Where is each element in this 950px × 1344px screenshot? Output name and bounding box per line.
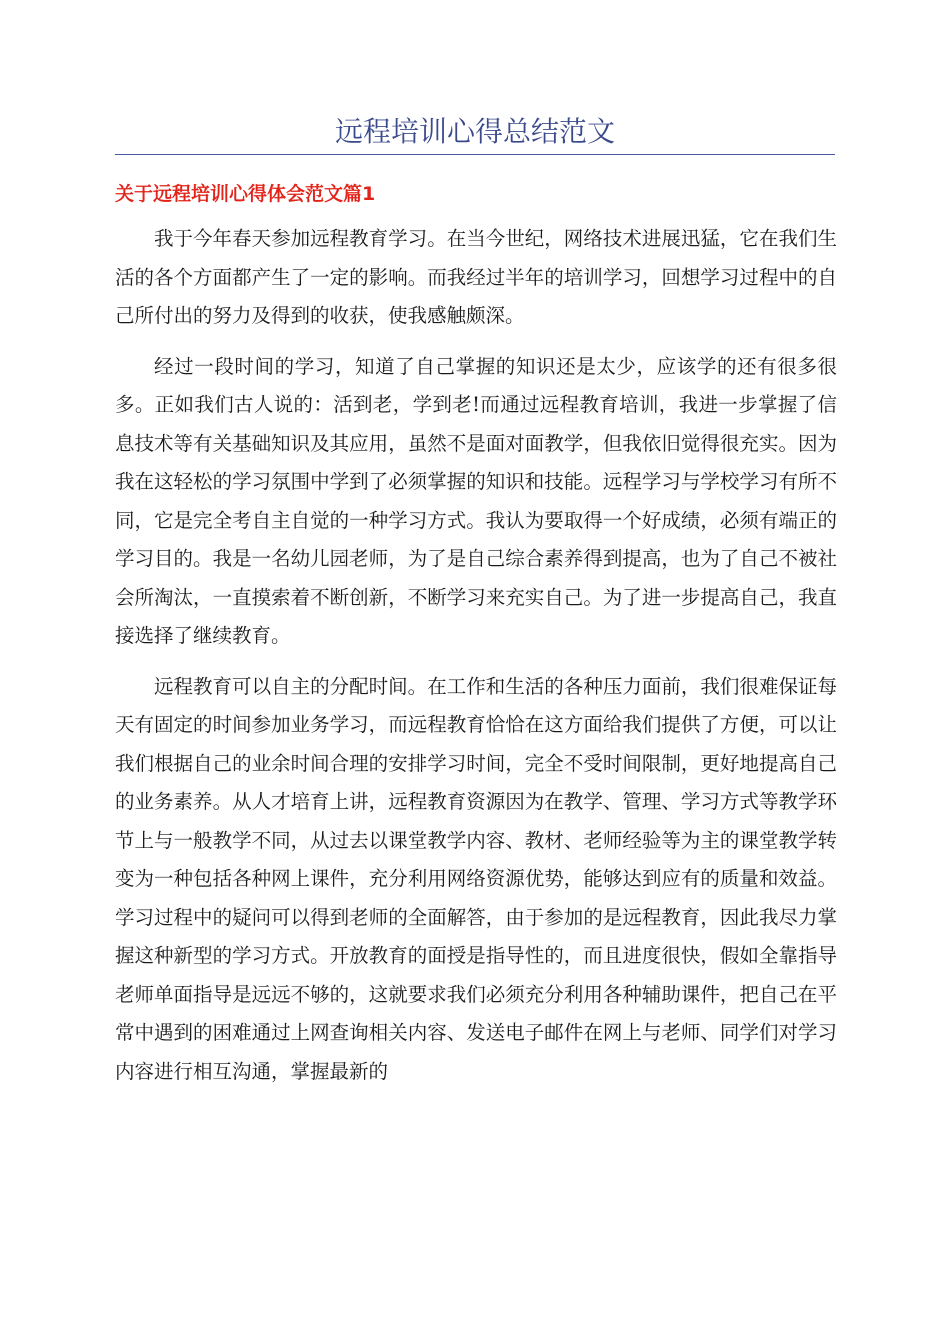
title-divider bbox=[115, 154, 835, 155]
body-text bbox=[115, 220, 837, 1103]
paragraph-3: 远程教育可以自主的分配时间。在工作和生活的各种压力面前，我们很难保证每天有固定的时间参加业务学习，而远程教育恰恰在这方面给我们提供了方便，可以让我们根据自己的业余时间合理的安排学习时间，完全不受时间限制，更好地提高自己的业务素养。从人才培育上讲，远程教育资源因为在教学、管理、学习方式等教学环节上与一般教学不同，从过去以课堂教学内容、教材、老师经验等为主的课堂教学转变为一种包括各种网上课件，充分利用网络资源优势，能够达到应有的质量和效益。学习过程中的疑问可以得到老师的全面解答，由于参加的是远程教育，因此我尽力掌握这种新型的学习方式。开放教育的面授是指导性的，而且进度很快，假如全靠指导老师单面指导是远远不够的，这就要求我们必须充分利用各种辅助课件，把自己在平常中遇到的困难通过上网查询相关内容、发送电子邮件在网上与老师、同学们对学习内容进行相互沟通，掌握最新的 bbox=[115, 674, 837, 1083]
section-heading: 关于远程培训心得体会范文篇1 bbox=[115, 183, 376, 205]
paragraph-2: 经过一段时间的学习，知道了自己掌握的知识还是太少，应该学的还有很多很多。正如我们古人说的：活到老，学到老!而通过远程教育培训，我进一步掌握了信息技术等有关基础知识及其应用，虽然不是面对面教学，但我依旧觉得很充实。因为我在这轻松的学习氛围中学到了必须掌握的知识和技能。远程学习与学校学习有所不同，它是完全考自主自觉的一种学习方式。我认为要取得一个好成绩，必须有端正的学习目的。我是一名幼儿园老师，为了是自己综合素养得到提高，也为了自己不被社会所淘汰，一直摸索着不断创新，不断学习来充实自己。为了进一步提高自己，我直接选择了继续教育。 bbox=[115, 354, 837, 647]
paragraph-1: 我于今年春天参加远程教育学习。在当今世纪，网络技术进展迅猛，它在我们生活的各个方面都产生了一定的影响。而我经过半年的培训学习，回想学习过程中的自己所付出的努力及得到的收获，使我感触颇深。 bbox=[115, 227, 837, 327]
document-title: 远程培训心得总结范文 bbox=[334, 115, 615, 148]
